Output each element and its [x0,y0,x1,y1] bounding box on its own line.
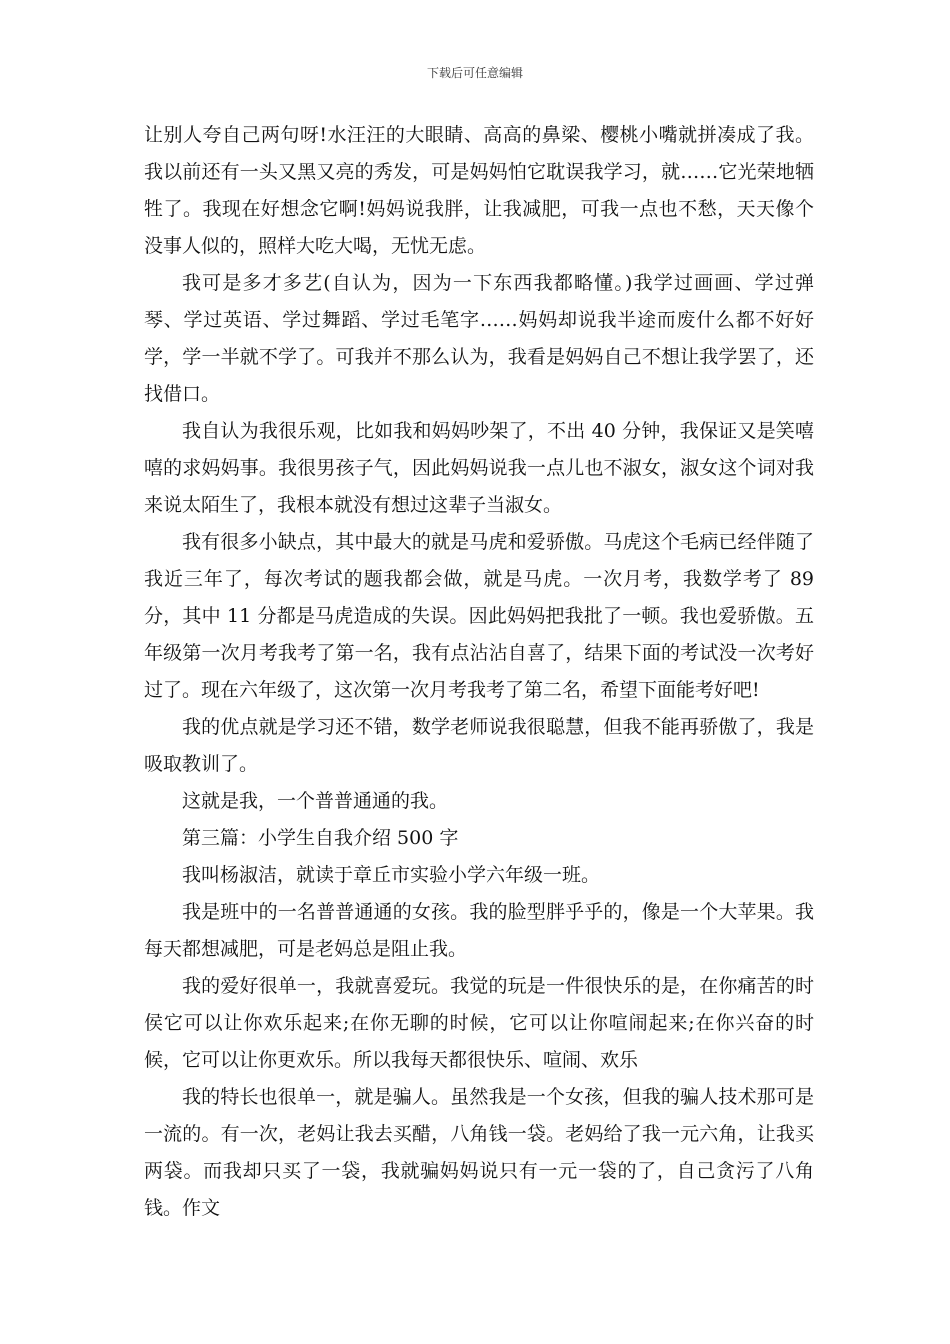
paragraph-3: 我自认为我很乐观，比如我和妈妈吵架了，不出 40 分钟，我保证又是笑嘻嘻的求妈妈事。我很男孩子气，因此妈妈说我一点儿也不淑女，淑女这个词对我来说太陌生了，我根本就没有想过这辈子当淑女。 [144,420,814,516]
paragraph-2: 我可是多才多艺(自认为，因为一下东西我都略懂。)我学过画画、学过弹琴、学过英语、学过舞蹈、学过毛笔字……妈妈却说我半途而废什么都不好好学，学一半就不学了。可我并不那么认为，我看是妈妈自己不想让我学罢了，还找借口。 [144,272,814,405]
paragraph-10: 我的爱好很单一，我就喜爱玩。我觉的玩是一件很快乐的是，在你痛苦的时侯它可以让你欢乐起来;在你无聊的时候，它可以让你喧闹起来;在你兴奋的时候，它可以让你更欢乐。所以我每天都很快乐、喧闹、欢乐 [144,975,814,1071]
paragraph-8: 我叫杨淑洁，就读于章丘市实验小学六年级一班。 [182,864,601,886]
paragraph-11: 我的特长也很单一，就是骗人。虽然我是一个女孩，但我的骗人技术那可是一流的。有一次，老妈让我去买醋，八角钱一袋。老妈给了我一元六角，让我买两袋。而我却只买了一袋，我就骗妈妈说只有一元一袋的了，自己贪污了八角钱。作文 [144,1086,814,1219]
paragraph-6: 这就是我，一个普普通通的我。 [182,790,449,812]
paragraph-1: 让别人夸自己两句呀!水汪汪的大眼睛、高高的鼻梁、樱桃小嘴就拼凑成了我。我以前还有一头又黑又亮的秀发，可是妈妈怕它耽误我学习，就……它光荣地牺牲了。我现在好想念它啊!妈妈说我胖，让我减肥，可我一点也不愁，天天像个没事人似的，照样大吃大喝，无忧无虑。 [144,124,814,257]
section-heading: 第三篇：小学生自我介绍 500 字 [182,827,459,849]
paragraph-9: 我是班中的一名普普通通的女孩。我的脸型胖乎乎的，像是一个大苹果。我每天都想减肥，可是老妈总是阻止我。 [144,901,814,960]
paragraph-4: 我有很多小缺点，其中最大的就是马虎和爱骄傲。马虎这个毛病已经伴随了我近三年了，每次考试的题我都会做，就是马虎。一次月考，我数学考了 89 分，其中 11 分都是马虎造成的失误。因此妈妈把我批了一顿。我也爱骄傲。五年级第一次月考我考了第一名，我有点沾沾自喜了，结果下面的考试没一次考好过了。现在六年级了，这次第一次月考我考了第二名，希望下面能考好吧! [144,531,814,701]
paragraph-5: 我的优点就是学习还不错，数学老师说我很聪慧，但我不能再骄傲了，我是吸取教训了。 [144,716,814,775]
document-body [144,117,814,1227]
page-header-note: 下载后可任意编辑 [426,66,523,80]
